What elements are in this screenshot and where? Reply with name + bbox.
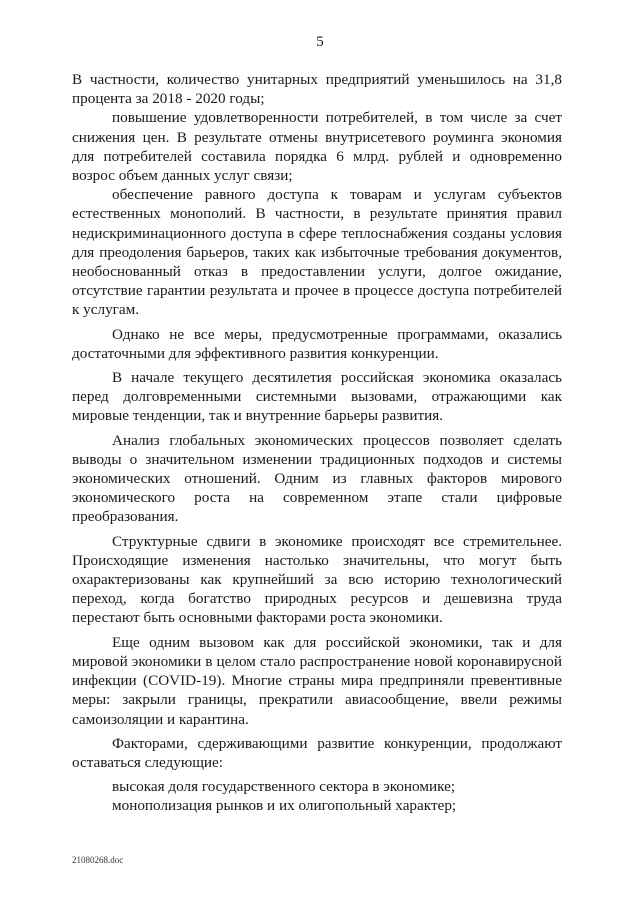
- document-body: [72, 70, 562, 816]
- paragraph-9: Факторами, сдерживающими развитие конкуренции, продолжают оставаться следующие:: [72, 734, 562, 771]
- page-number: 5: [316, 34, 324, 50]
- paragraph-7: Структурные сдвиги в экономике происходят все стремительнее. Происходящие изменения настолько значительны, что могут быть охарактеризованы как крупнейший за всю историю технологический переход, когда богатство природных ресурсов и дешевизна труда перестают быть основными факторами роста экономики.: [72, 532, 562, 627]
- list-item-2: монополизация рынков и их олигопольный характер;: [112, 797, 457, 815]
- paragraph-4: Однако не все меры, предусмотренные программами, оказались достаточными для эффективного развития конкуренции.: [72, 325, 562, 362]
- list-item-1: высокая доля государственного сектора в экономике;: [112, 778, 456, 796]
- paragraph-8: Еще одним вызовом как для российской экономики, так и для мировой экономики в целом стало распространение новой коронавирусной инфекции (COVID-19). Многие страны мира предприняли превентивные меры: закрыли границы, прекратили авиасообщение, ввели режимы самоизоляции и карантина.: [72, 633, 562, 728]
- paragraph-1: В частности, количество унитарных предприятий уменьшилось на 31,8 процента за 2018 - 2020 годы;: [72, 71, 562, 108]
- paragraph-3: обеспечение равного доступа к товарам и услугам субъектов естественных монополий. В частности, в результате принятия правил недискриминационного доступа в сфере теплоснабжения созданы условия для преодоления барьеров, таких как избыточные требования документов, необоснованный отказ в предоставлении услуги, долгое ожидание, отсутствие гарантии результата и прочее в процессе доступа потребителей к услугам.: [72, 186, 562, 319]
- paragraph-2: повышение удовлетворенности потребителей, в том числе за счет снижения цен. В результате отмены внутрисетевого роуминга экономия для потребителей составила порядка 6 млрд. рублей и одновременно возрос объем данных услуг связи;: [72, 109, 562, 185]
- paragraph-5: В начале текущего десятилетия российская экономика оказалась перед долговременными системными вызовами, отражающими как мировые тенденции, так и внутренние барьеры развития.: [72, 369, 562, 425]
- paragraph-6: Анализ глобальных экономических процессов позволяет сделать выводы о значительном изменении традиционных подходов и системы экономических отношений. Одним из главных факторов мирового экономического роста на современном этапе стали цифровые преобразования.: [72, 431, 562, 526]
- document-filename: 21080268.doc: [72, 855, 124, 865]
